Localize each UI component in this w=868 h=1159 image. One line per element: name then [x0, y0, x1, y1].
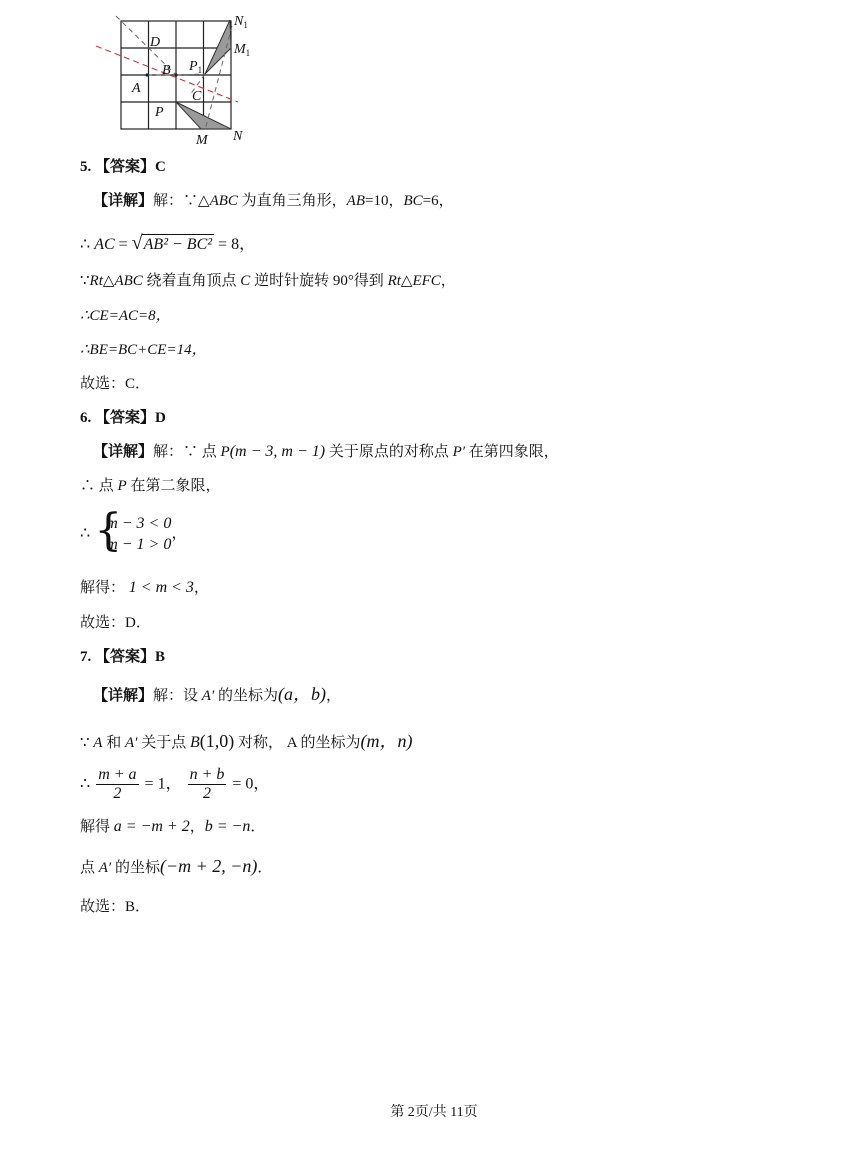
- q5-line-5: ∴BE=BC+CE=14，: [80, 342, 207, 358]
- q5-line-3: [80, 271, 456, 291]
- text: 在第四象限，: [465, 444, 559, 460]
- text: 解得: [80, 819, 114, 835]
- text: △: [102, 273, 115, 289]
- text: A′: [124, 735, 138, 751]
- q7-line-5: [80, 856, 272, 878]
- text: ∴: [80, 775, 95, 793]
- q7-line-6: 故选：B．: [80, 899, 151, 915]
- text: m − 3 < 0: [106, 515, 172, 532]
- label-D: D: [150, 35, 161, 50]
- q7-number: 7.: [80, 649, 92, 665]
- text: =10，: [365, 193, 404, 209]
- text: 的坐标为: [214, 688, 278, 704]
- q5-detail-tag: 【详解】: [93, 193, 154, 209]
- text: P: [117, 478, 127, 494]
- text: = 1，: [140, 775, 186, 793]
- q6-line-3: [80, 505, 188, 559]
- text: 1 < m < 3: [128, 579, 194, 596]
- gray-dashed-lines: [116, 16, 232, 130]
- label-B: B: [162, 63, 171, 78]
- label-A: A: [132, 81, 141, 96]
- denominator: 2: [113, 785, 122, 802]
- denominator: 2: [202, 785, 211, 802]
- point-dot: [174, 73, 177, 76]
- q5-number: 5.: [80, 159, 92, 175]
- q5-line-4: ∴CE=AC=8，: [80, 308, 171, 324]
- text: EFC: [412, 273, 441, 289]
- text: A: [93, 735, 103, 751]
- point-dot: [145, 73, 148, 76]
- q5-answer-tag: 【答案】C: [95, 159, 166, 175]
- label-M: M: [196, 133, 208, 148]
- text: AB: [346, 193, 365, 209]
- text: ，: [171, 525, 188, 542]
- text: 和: [102, 735, 125, 751]
- q6-header: [80, 408, 166, 428]
- text: A′: [201, 688, 215, 704]
- q6-number: 6.: [80, 410, 92, 426]
- text: P: [220, 444, 230, 460]
- geometry-figure: [0, 0, 868, 160]
- q5-line-1: [93, 191, 454, 211]
- text: = 0，: [228, 775, 270, 793]
- q7-line-4: [80, 817, 265, 837]
- q5-line-2: [80, 233, 255, 255]
- sqrt-sign: √: [131, 232, 143, 254]
- text: =: [114, 236, 132, 253]
- q6-detail-tag: 【详解】: [93, 444, 154, 460]
- label-P1: $P_1$: [189, 59, 203, 75]
- text: ，: [326, 688, 342, 704]
- text: 点: [80, 860, 99, 876]
- text: BC: [403, 193, 423, 209]
- text: Rt: [387, 273, 401, 289]
- text: ABC: [114, 273, 143, 289]
- text: 关于原点的对称点: [325, 444, 453, 460]
- text: 为直角三角形，: [237, 193, 347, 209]
- text: = 8，: [214, 236, 256, 253]
- text: (m − 3, m − 1): [229, 443, 326, 460]
- text: 绕着直角顶点: [142, 273, 241, 289]
- text: (1,0): [199, 731, 235, 751]
- label-P: P: [155, 105, 164, 120]
- text: ．: [257, 860, 273, 876]
- q5-line-6: 故选：C．: [80, 376, 151, 392]
- text: 的坐标: [111, 860, 160, 876]
- q6-line-5: 故选：D．: [80, 615, 151, 631]
- label-M1: $M_1$: [234, 42, 251, 58]
- text: (−m + 2, −n): [159, 856, 258, 876]
- text: P′: [452, 444, 466, 460]
- label-C: C: [192, 89, 202, 104]
- text: 解：设: [153, 688, 202, 704]
- text: m − 1 > 0: [106, 536, 172, 553]
- text: (a，b): [278, 684, 326, 704]
- text: 解得：: [80, 580, 129, 596]
- text: ，: [189, 819, 205, 835]
- text: ∴: [80, 525, 95, 542]
- text: 解：∵ 点: [153, 444, 221, 460]
- q7-detail-tag: 【详解】: [93, 688, 154, 704]
- q5-header: [80, 157, 166, 177]
- brace: {: [94, 505, 123, 556]
- text: =6，: [422, 193, 454, 209]
- fraction: [96, 766, 138, 803]
- text: ∵: [80, 735, 94, 751]
- numerator: m + a: [98, 766, 137, 783]
- text: B: [189, 734, 200, 751]
- sqrt-radicand: AB² − BC²: [143, 236, 213, 253]
- text: 解：∵△: [153, 193, 210, 209]
- text: Rt: [89, 273, 103, 289]
- q6-answer-tag: 【答案】D: [95, 410, 166, 426]
- text: b = −n: [204, 818, 251, 835]
- shaded-triangle-top: [205, 20, 231, 74]
- text: ∴ 点: [80, 478, 118, 494]
- text: (m，n): [360, 731, 413, 751]
- label-N: N: [233, 129, 243, 144]
- text: C: [240, 273, 251, 289]
- system-of-inequalities: [94, 505, 172, 556]
- q7-answer-tag: 【答案】B: [95, 649, 166, 665]
- text: AC: [94, 236, 115, 253]
- text: ，: [193, 580, 209, 596]
- text: ，: [440, 273, 456, 289]
- q7-header: [80, 647, 165, 667]
- text: 在第二象限，: [126, 478, 221, 494]
- text: ．: [250, 819, 266, 835]
- text: 逆时针旋转 90°得到: [250, 273, 388, 289]
- text: ∵: [80, 273, 90, 289]
- q7-line-1: [93, 684, 341, 706]
- label-N1: $N_1$: [234, 14, 248, 30]
- text: a = −m + 2: [113, 818, 190, 835]
- text: 关于点: [137, 735, 190, 751]
- text: A′: [98, 860, 112, 876]
- q6-line-4: [80, 578, 209, 598]
- q6-line-1: [93, 442, 559, 462]
- text: 对称， A 的坐标为: [234, 735, 361, 751]
- page-footer: 第 2页/共 11页: [390, 1105, 478, 1120]
- q6-line-2: [80, 476, 220, 496]
- text: ABC: [209, 193, 238, 209]
- numerator: n + b: [189, 766, 225, 783]
- text: △: [400, 273, 413, 289]
- fraction: [188, 766, 227, 803]
- text: ∴: [80, 236, 95, 253]
- q7-line-2: [80, 731, 413, 753]
- q7-line-3: [80, 766, 269, 810]
